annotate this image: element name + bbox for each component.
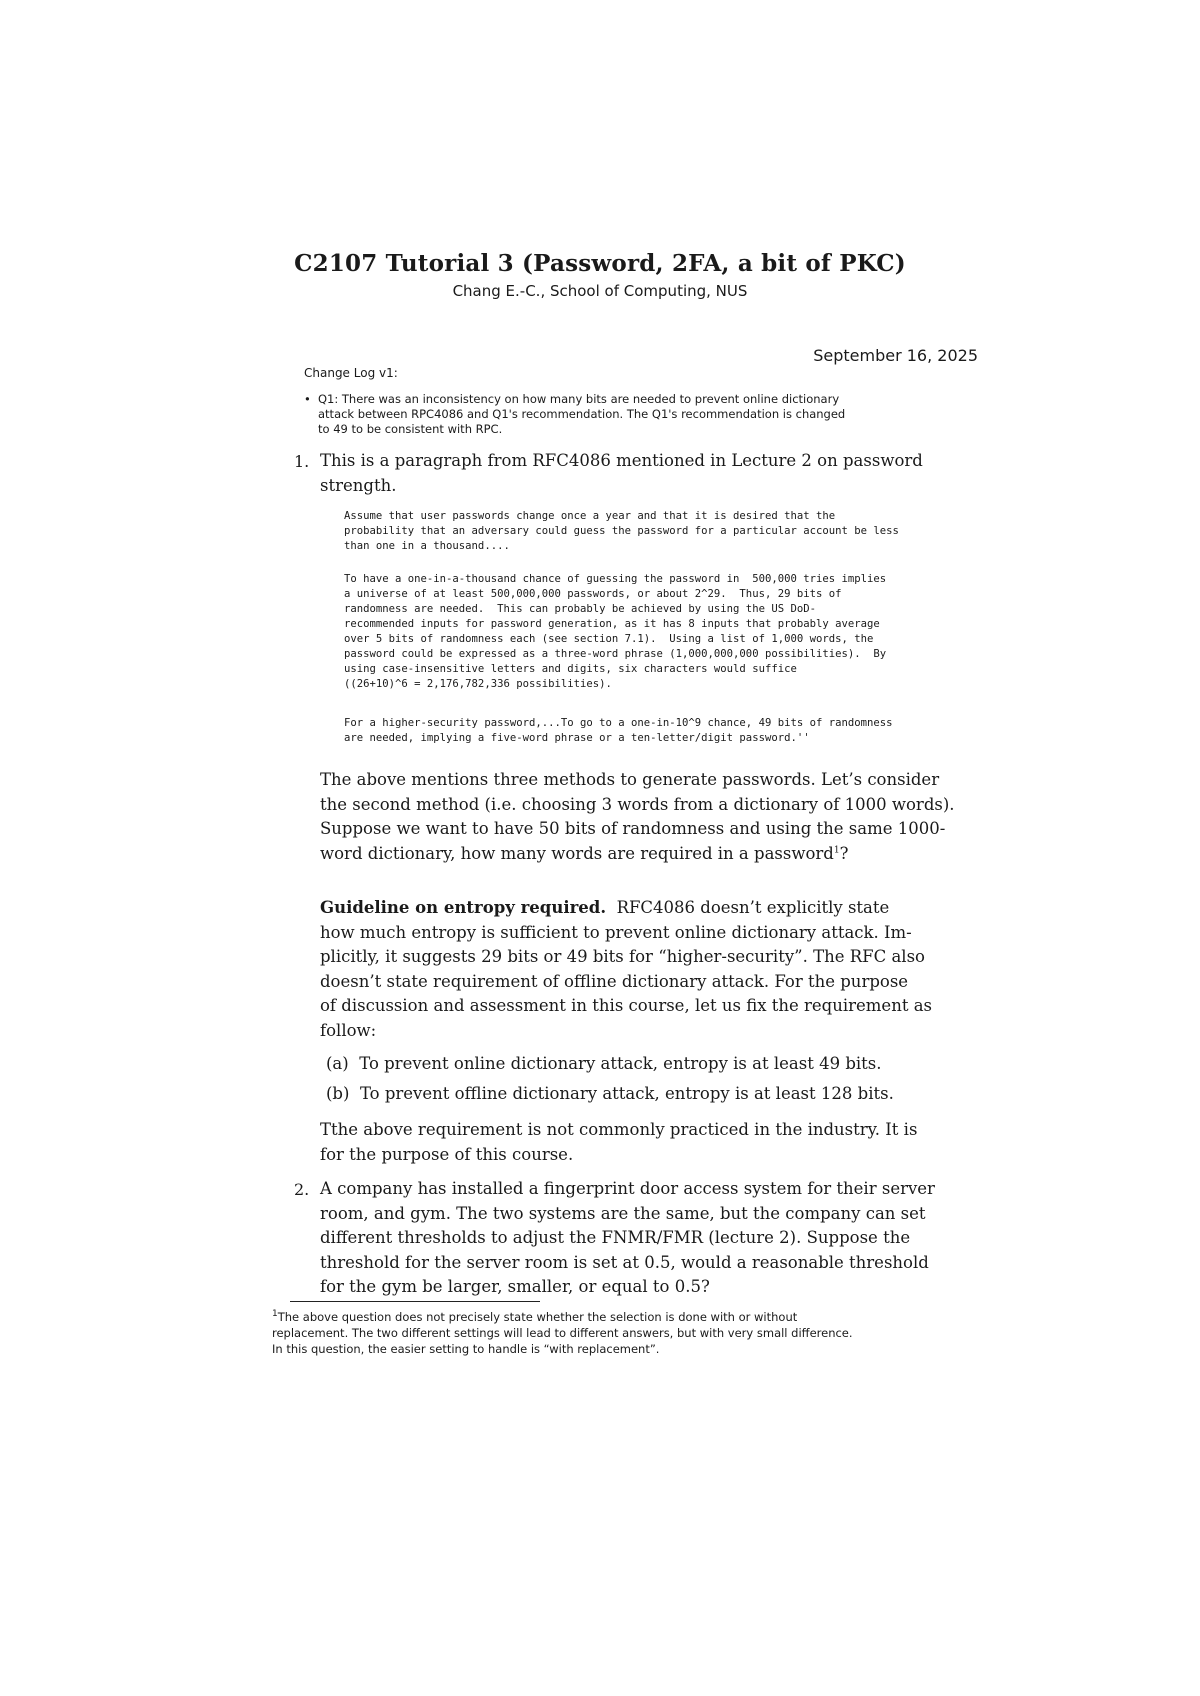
question-2-number: 2. bbox=[294, 1180, 310, 1199]
page-title: C2107 Tutorial 3 (Password, 2FA, a bit of PKC) bbox=[294, 250, 906, 277]
text-line: strength. bbox=[320, 475, 397, 495]
changelog-line: to 49 to be consistent with RPC. bbox=[318, 422, 503, 436]
quote-line: a universe of at least 500,000,000 passwords, or about 2^29. Thus, 29 bits of bbox=[344, 588, 842, 600]
text-line: A company has installed a fingerprint door access system for their server bbox=[320, 1179, 935, 1198]
text-line bbox=[320, 896, 966, 921]
quote-line: password could be expressed as a three-word phrase (1,000,000,000 possibilities). By bbox=[344, 648, 887, 660]
quote-block-3 bbox=[344, 716, 1004, 746]
quote-block-2 bbox=[344, 572, 1004, 692]
list-label: (b) bbox=[326, 1084, 350, 1103]
text-line-content: word dictionary, how many words are required in a password bbox=[320, 843, 834, 863]
quote-line: recommended inputs for password generation, as it has 8 inputs that probably average bbox=[344, 618, 880, 630]
changelog-line: Q1: There was an inconsistency on how many bits are needed to prevent online dictionary bbox=[318, 392, 840, 406]
footnote-line bbox=[272, 1309, 962, 1325]
footnote-rule bbox=[290, 1301, 540, 1302]
text-line: Tthe above requirement is not commonly practiced in the industry. It is bbox=[320, 1120, 918, 1139]
footnote-text: The above question does not precisely state whether the selection is done with or without bbox=[277, 1310, 798, 1324]
quote-line: than one in a thousand.... bbox=[344, 540, 510, 552]
text-line: doesn’t state requirement of offline dictionary attack. For the purpose bbox=[320, 971, 909, 991]
quote-line: probability that an adversary could guess the password for a particular account be less bbox=[344, 525, 899, 537]
footnote-line: replacement. The two different settings will lead to different answers, but with very small difference. bbox=[272, 1326, 853, 1340]
list-text: To prevent offline dictionary attack, entropy is at least 128 bits. bbox=[359, 1084, 894, 1103]
text-line: for the purpose of this course. bbox=[320, 1144, 574, 1164]
guideline-heading: Guideline on entropy required. bbox=[320, 898, 607, 917]
bullet-icon: • bbox=[304, 392, 311, 406]
question-mark: ? bbox=[839, 843, 849, 863]
text-line: threshold for the server room is set at 0.5, would a reasonable threshold bbox=[320, 1252, 929, 1272]
footnote bbox=[272, 1309, 962, 1357]
footnote-mark: 1 bbox=[833, 845, 840, 855]
text-line-content: RFC4086 doesn’t explicitly state bbox=[616, 898, 890, 917]
requirement-a bbox=[326, 1054, 882, 1073]
text-line: The above mentions three methods to generate passwords. Let’s consider bbox=[320, 770, 940, 789]
requirement-note bbox=[320, 1118, 966, 1167]
quote-line: Assume that user passwords change once a year and that it is desired that the bbox=[344, 510, 836, 522]
question-1-intro bbox=[320, 449, 966, 498]
text-line: of discussion and assessment in this course, let us fix the requirement as bbox=[320, 996, 933, 1015]
text-line: follow: bbox=[320, 1020, 377, 1040]
quote-line: randomness are needed. This can probably be achieved by using the US DoD- bbox=[344, 603, 816, 615]
requirement-b bbox=[326, 1084, 894, 1103]
quote-line: For a higher-security password,...To go to a one-in-10^9 chance, 49 bits of randomness bbox=[344, 717, 893, 729]
text-line: for the gym be larger, smaller, or equal to 0.5? bbox=[320, 1277, 710, 1296]
text-line: This is a paragraph from RFC4086 mentioned in Lecture 2 on password bbox=[320, 451, 923, 470]
text-line: different thresholds to adjust the FNMR/FMR (lecture 2). Suppose the bbox=[320, 1228, 911, 1247]
question-1-text bbox=[320, 768, 966, 866]
author-line: Chang E.-C., School of Computing, NUS bbox=[452, 282, 748, 300]
changelog-line: attack between RPC4086 and Q1's recommendation. The Q1's recommendation is changed bbox=[318, 407, 846, 421]
text-line: room, and gym. The two systems are the same, but the company can set bbox=[320, 1203, 926, 1223]
quote-line: ((26+10)^6 = 2,176,782,336 possibilities). bbox=[344, 678, 612, 690]
guideline-paragraph bbox=[320, 896, 966, 1043]
text-line: plicitly, it suggests 29 bits or 49 bits for “higher-security”. The RFC also bbox=[320, 947, 925, 966]
date: September 16, 2025 bbox=[813, 346, 978, 365]
text-line bbox=[320, 842, 966, 867]
changelog-title: Change Log v1: bbox=[304, 366, 398, 380]
question-1-number: 1. bbox=[294, 452, 310, 471]
list-text: To prevent online dictionary attack, entropy is at least 49 bits. bbox=[359, 1054, 882, 1073]
question-2-text bbox=[320, 1177, 966, 1300]
quote-line: are needed, implying a five-word phrase or a ten-letter/digit password.'' bbox=[344, 732, 810, 744]
changelog-item bbox=[304, 392, 978, 437]
text-line: Suppose we want to have 50 bits of randomness and using the same 1000- bbox=[320, 819, 946, 838]
footnote-line: In this question, the easier setting to handle is “with replacement”. bbox=[272, 1342, 660, 1356]
text-line: how much entropy is sufficient to prevent online dictionary attack. Im- bbox=[320, 922, 912, 942]
quote-line: To have a one-in-a-thousand chance of guessing the password in 500,000 tries implies bbox=[344, 573, 887, 585]
list-label: (a) bbox=[326, 1054, 349, 1073]
quote-block-1 bbox=[344, 509, 1004, 554]
quote-line: using case-insensitive letters and digits, six characters would suffice bbox=[344, 663, 797, 675]
quote-line: over 5 bits of randomness each (see section 7.1). Using a list of 1,000 words, the bbox=[344, 633, 874, 645]
text-line: the second method (i.e. choosing 3 words from a dictionary of 1000 words). bbox=[320, 794, 955, 814]
footnote-number: 1 bbox=[272, 1309, 278, 1320]
